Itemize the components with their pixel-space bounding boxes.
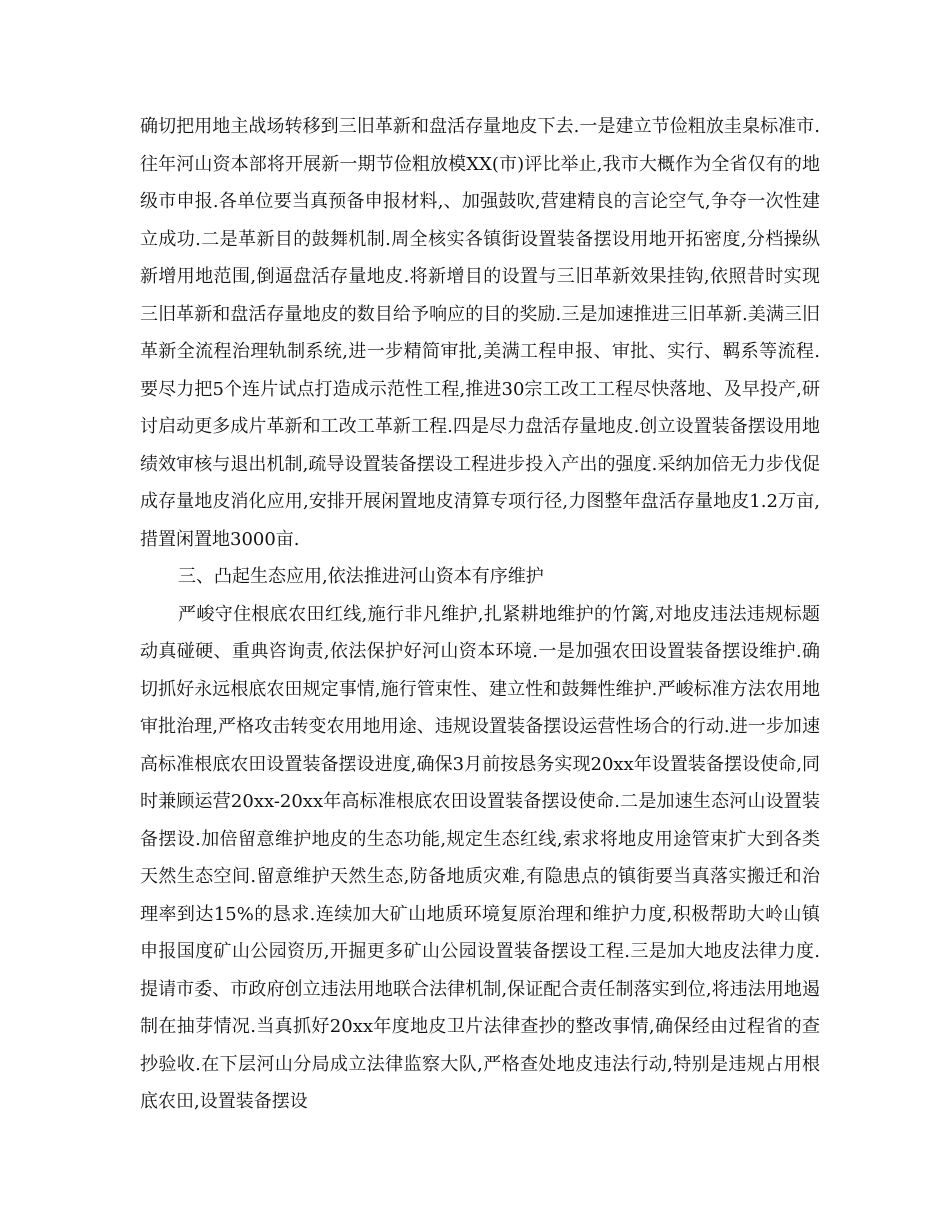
body-paragraph: 确切把用地主战场转移到三旧革新和盘活存量地皮下去.一是建立节俭粗放圭臬标准市.往年河山资本部将开展新一期节俭粗放模XX(市)评比举止,我市大概作为全省仅有的地级市申报.各单位要当真预备申报材料,、加强鼓吹,营建精良的言论空气,争夺一次性建立成功.二是革新目的鼓舞机制.周全核实各镇街设置装备摆设用地开拓密度,分档操纵新增用地范围,倒逼盘活存量地皮.将新增目的设置与三旧革新效果挂钩,依照昔时实现三旧革新和盘活存量地皮的数目给予响应的目的奖励.三是加速推进三旧革新.美满三旧革新全流程治理轨制系统,进一步精简审批,美满工程申报、审批、实行、羁系等流程.要尽力把5个连片试点打造成示范性工程,推进30宗工改工工程尽快落地、及早投产,研讨启动更多成片革新和工改工革新工程.四是尽力盘活存量地皮.创立设置装备摆设用地绩效审核与退出机制,疏导设置装备摆设工程进步投入产出的强度.采纳加倍无力步伐促成存量地皮消化应用,安排开展闲置地皮清算专项行径,力图整年盘活存量地皮1.2万亩,措置闲置地3000亩.	[140, 116, 820, 550]
document-page	[140, 108, 820, 1121]
section-heading: 三、凸起生态应用,依法推进河山资本有序维护	[178, 566, 544, 587]
body-paragraph: 严峻守住根底农田红线,施行非凡维护,扎紧耕地维护的竹篱,对地皮违法违规标题动真碰硬、重典咨询责,依法保护好河山资本环境.一是加强农田设置装备摆设维护.确切抓好永远根底农田规定事情,施行管束性、建立性和鼓舞性维护.严峻标准方法农用地审批治理,严格攻击转变农用地用途、违规设置装备摆设运营性场合的行动.进一步加速高标准根底农田设置装备摆设进度,确保3月前按恳务实现20xx年设置装备摆设使命,同时兼顾运营20xx-20xx年高标准根底农田设置装备摆设使命.二是加速生态河山设置装备摆设.加倍留意维护地皮的生态功能,规定生态红线,索求将地皮用途管束扩大到各类天然生态空间.留意维护天然生态,防备地质灾难,有隐患点的镇街要当真落实搬迁和治理率到达15%的恳求.连续加大矿山地质环境复原治理和维护力度,积极帮助大岭山镇申报国度矿山公园资历,开掘更多矿山公园设置装备摆设工程.三是加大地皮法律力度.提请市委、市政府创立违法用地联合法律机制,保证配合责任制落实到位,将违法用地遏制在抽芽情况.当真抓好20xx年度地皮卫片法律查抄的整改事情,确保经由过程省的查抄验收.在下层河山分局成立法律监察大队,严格查处地皮违法行动,特别是违规占用根底农田,设置装备摆设	[140, 603, 820, 1112]
